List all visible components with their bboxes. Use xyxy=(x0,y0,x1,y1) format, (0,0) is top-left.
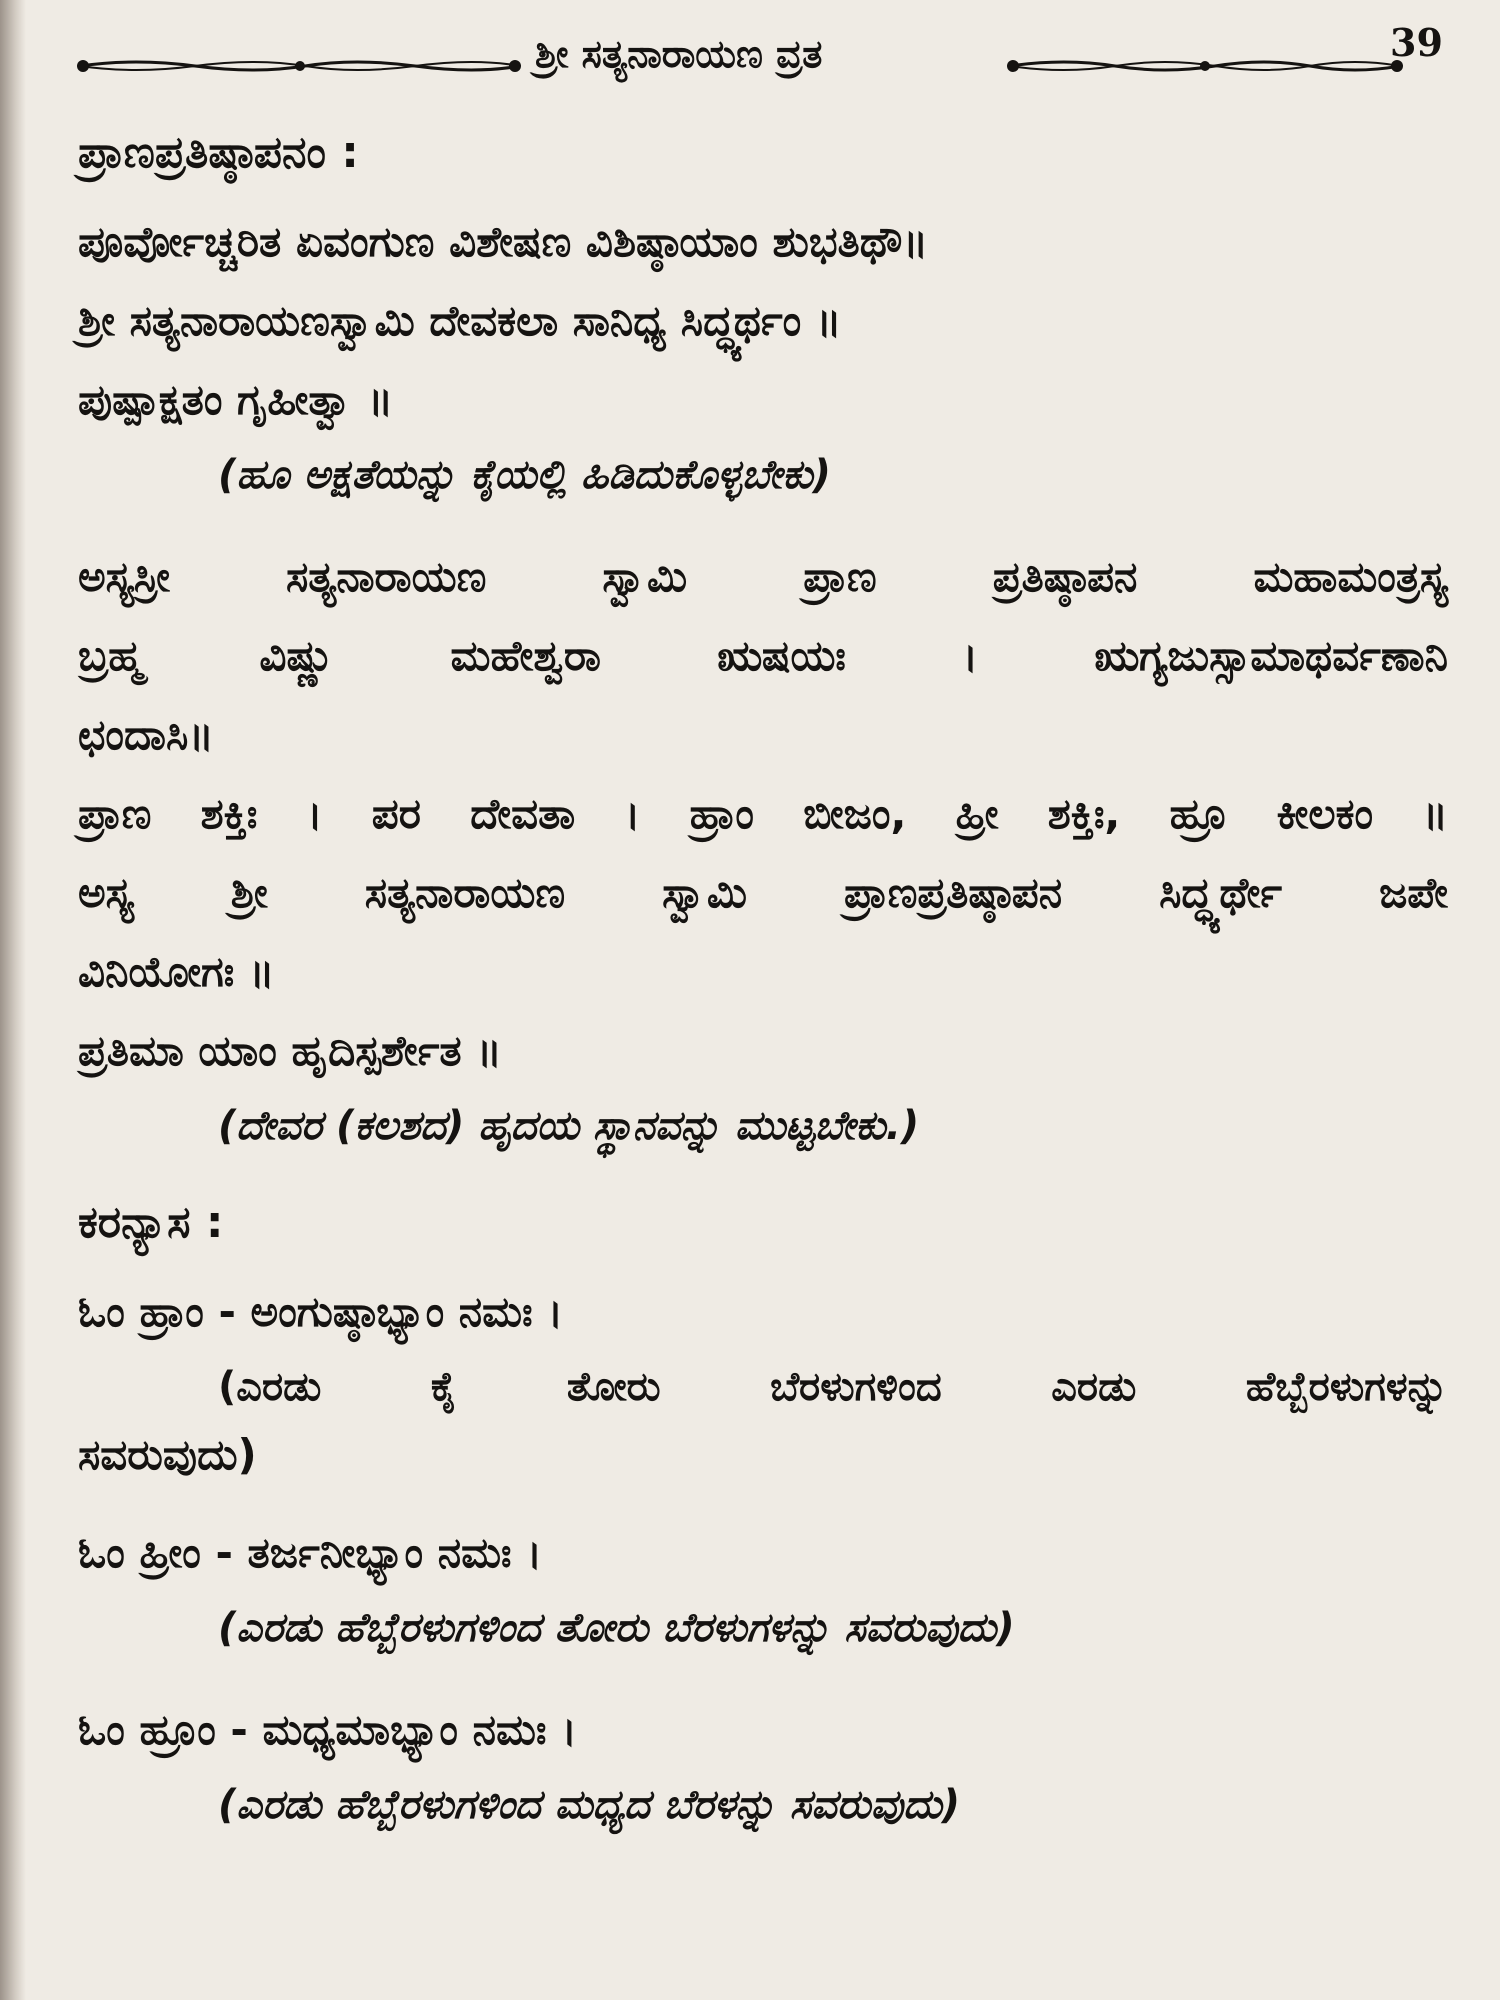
text-line: ಪುಷ್ಪಾಕ್ಷತಂ ಗೃಹೀತ್ವಾ ॥ xyxy=(78,375,394,424)
instruction-note: (ಹೂ ಅಕ್ಷತೆಯನ್ನು ಕೈಯಲ್ಲಿ ಹಿಡಿದುಕೊಳ್ಳಬೇಕು) xyxy=(218,452,831,498)
left-ornament-icon xyxy=(75,56,525,76)
instruction-note: (ಎರಡು ಕೈ ತೋರು ಬೆರಳುಗಳಿಂದ ಎರಡು ಹೆಬ್ಬೆರಳುಗಳನ್ನು xyxy=(218,1364,1448,1410)
text-line: ಅಸ್ಯಸ್ರೀ ಸತ್ಯನಾರಾಯಣ ಸ್ವಾಮಿ ಪ್ರಾಣ ಪ್ರತಿಷ್ಠಾಪನ ಮಹಾಮಂತ್ರಸ್ಯ xyxy=(78,552,1448,601)
instruction-note: (ದೇವರ (ಕಲಶದ) ಹೃದಯ ಸ್ಥಾನವನ್ನು ಮುಟ್ಟಬೇಕು.) xyxy=(218,1103,920,1149)
running-title: ಶ್ರೀ ಸತ್ಯನಾರಾಯಣ ವ್ರತ xyxy=(535,32,823,76)
text-line: ಛಂದಾಸಿ॥ xyxy=(78,710,214,759)
mantra-line: ಓಂ ಹ್ರಾಂ - ಅಂಗುಷ್ಠಾಭ್ಯಾಂ ನಮಃ । xyxy=(78,1287,564,1336)
section-heading: ಪ್ರಾಣಪ್ರತಿಷ್ಠಾಪನಂ : xyxy=(78,127,359,178)
mantra-line: ಓಂ ಹ್ರೀಂ - ತರ್ಜನೀಭ್ಯಾಂ ನಮಃ । xyxy=(78,1528,543,1577)
right-ornament-icon xyxy=(1005,56,1405,76)
page-header xyxy=(70,20,1450,100)
text-line: ಪೂರ್ವೋಚ್ಚರಿತ ಏವಂಗುಣ ವಿಶೇಷಣ ವಿಶಿಷ್ಠಾಯಾಂ ಶುಭತಿಥೌ॥ xyxy=(78,217,929,266)
text-line: ಅಸ್ಯ ಶ್ರೀ ಸತ್ಯನಾರಾಯಣ ಸ್ವಾಮಿ ಪ್ರಾಣಪ್ರತಿಷ್ಠಾಪನ ಸಿದ್ಧ್ಯರ್ಥೇ ಜಪೇ xyxy=(78,868,1448,917)
page-number: 39 xyxy=(1390,20,1443,65)
instruction-note: (ಎರಡು ಹೆಬ್ಬೆರಳುಗಳಿಂದ ತೋರು ಬೆರಳುಗಳನ್ನು ಸವರುವುದು) xyxy=(218,1605,1015,1651)
text-line: ಬ್ರಹ್ಮ ವಿಷ್ಣು ಮಹೇಶ್ವರಾ ಋಷಯಃ । ಋಗ್ಯಜುಸ್ಸಾಮಾಥರ್ವಣಾನಿ xyxy=(78,631,1448,680)
text-line: ಶ್ರೀ ಸತ್ಯನಾರಾಯಣಸ್ವಾಮಿ ದೇವಕಲಾ ಸಾನಿಧ್ಯ ಸಿದ್ಧ್ಯರ್ಥಂ ॥ xyxy=(78,296,842,345)
text-line: ಪ್ರತಿಮಾ ಯಾಂ ಹೃದಿಸ್ಪರ್ಶೇತ ॥ xyxy=(78,1026,502,1075)
mantra-line: ಓಂ ಹ್ರೂಂ - ಮಧ್ಯಮಾಭ್ಯಾಂ ನಮಃ । xyxy=(78,1705,577,1754)
instruction-note: (ಎರಡು ಹೆಬ್ಬೆರಳುಗಳಿಂದ ಮಧ್ಯದ ಬೆರಳನ್ನು ಸವರುವುದು) xyxy=(218,1782,961,1828)
text-line: ಪ್ರಾಣ ಶಕ್ತಿಃ । ಪರ ದೇವತಾ । ಹ್ರಾಂ ಬೀಜಂ, ಹ್ರೀ ಶಕ್ತಿಃ, ಹ್ರೂ ಕೀಲಕಂ ॥ xyxy=(78,789,1448,838)
instruction-note: ಸವರುವುದು) xyxy=(78,1430,257,1479)
text-line: ವಿನಿಯೋಗಃ ॥ xyxy=(78,947,275,996)
section-heading: ಕರನ್ಯಾಸ : xyxy=(78,1197,224,1248)
page-body xyxy=(78,118,1448,1841)
book-binding-shadow xyxy=(0,0,26,2000)
